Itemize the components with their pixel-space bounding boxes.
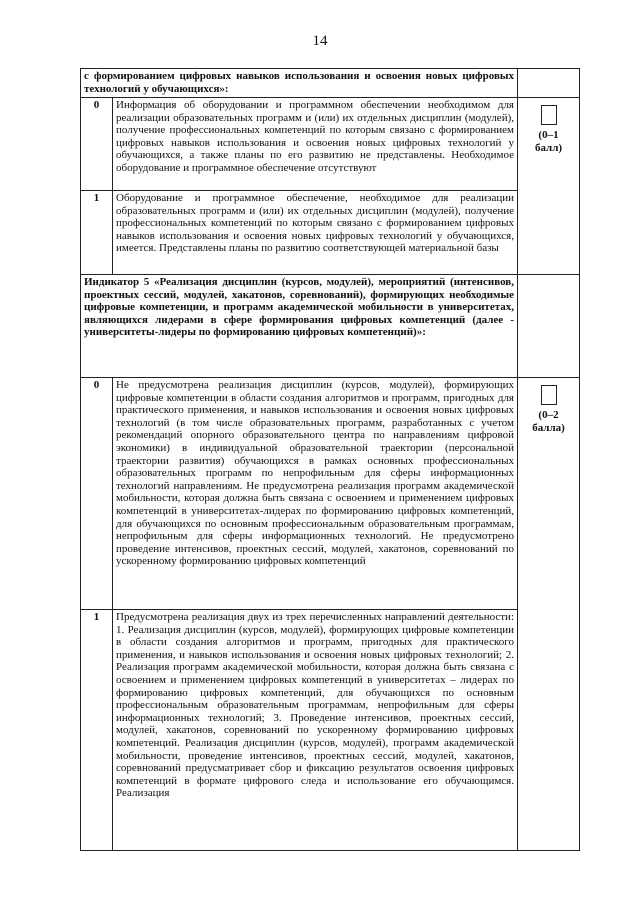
score-range: (0–1 [538,129,559,141]
table-row [81,378,580,610]
criteria-table [80,68,580,851]
score-cell [518,98,580,275]
section-header-side-cell [518,69,580,98]
criterion-text: Информация об оборудовании и программном обеспечении необходимом для реализации образовательных программ и (или) их отдельных дисциплин (модулей), получение профессиональных компетенций по которым связано с формированием цифровых навыков использования и освоения новых цифровых технологий у обучающихся, а также планы по его развитию не представлены. Необходимое оборудование и программное обеспечение отсутствуют [113,98,518,191]
indicator-title: Индикатор 5 «Реализация дисциплин (курсов, модулей), мероприятий (интенсивов, проектных сессий, модулей, хакатонов, соревнований), формирующих необходимые цифровые компетенции, и программ академической мобильности в университетах, являющихся лидерами в сфере формирования цифровых компетенций (далее - университеты-лидеры по формированию цифровых компетенций)»: [81,275,518,378]
table-row [81,191,580,275]
indicator-side-cell [518,275,580,378]
score-value: 0 [81,98,113,191]
criterion-text: Предусмотрена реализация двух из трех перечисленных направлений деятельности: 1. Реализация дисциплин (курсов, модулей), формирующих цифровые компетенции в области создания алгоритмов и программ, пригодных для практического применения, и навыков использования и освоения новых цифровых технологий; 2. Реализация программ академической мобильности, которая должна быть связана с освоением и применением цифровых компетенций в университетах – лидерах по формированию цифровых компетенций, для обучающихся по основным профессиональным образовательным программам, непрофильным для сферы информационных технологий; 3. Проведение интенсивов, проектных сессий, модулей, хакатонов, соревнований по ускоренному формированию цифровых компетенций. Реализация дисциплин (курсов, модулей), программ академической мобильности, проведение интенсивов, проектных сессий, модулей, хакатонов, соревнований предусматривает сбор и фиксацию результатов освоения цифровых компетенций в формате цифрового следа и использование его обучающимся. Реализация [113,610,518,851]
score-unit: балл) [534,141,563,154]
score-cell [518,378,580,851]
table-row [81,98,580,191]
score-unit: балла) [532,421,565,434]
score-value: 1 [81,610,113,851]
score-range: (0–2 [538,409,559,421]
section-header: с формированием цифровых навыков использования и освоения новых цифровых технологий у обучающихся»: [81,69,518,98]
score-value: 1 [81,191,113,275]
score-value: 0 [81,378,113,610]
criterion-text: Оборудование и программное обеспечение, необходимое для реализации образовательных программ и (или) их отдельных дисциплин (модулей), получение профессиональных компетенций по которым связано с формированием цифровых навыков использования и освоения новых цифровых технологий у обучающихся, имеется. Представлены планы по развитию соответствующей материальной базы [113,191,518,275]
score-checkbox[interactable] [541,105,557,125]
section-header-row [81,69,580,98]
criterion-text: Не предусмотрена реализация дисциплин (курсов, модулей), формирующих цифровые компетенции в области создания алгоритмов и программ, пригодных для практического применения, и навыков использования и освоения новых цифровых технологий (в том числе образовательных программ, разработанных с учетом рекомендаций опорного образовательного центра по направлениям цифровой экономики) в индивидуальной образовательной траектории (персональной траектории развития) обучающихся в рамках основных профессиональных образовательных программ по непрофильным для сферы информационных технологий направлениям. Не предусмотрена реализация программ академической мобильности, которая должна быть связана с освоением и применением цифровых компетенций в университетах-лидерах по формированию цифровых компетенций, для обучающихся по основным профессиональным образовательным программам, непрофильным для сферы информационных технологий. Не предусмотрено проведение интенсивов, проектных сессий, модулей, хакатонов, соревнований по ускоренному формированию цифровых компетенций [113,378,518,610]
table-row [81,610,580,851]
indicator-row [81,275,580,378]
score-checkbox[interactable] [541,385,557,405]
page-number: 14 [312,33,328,49]
